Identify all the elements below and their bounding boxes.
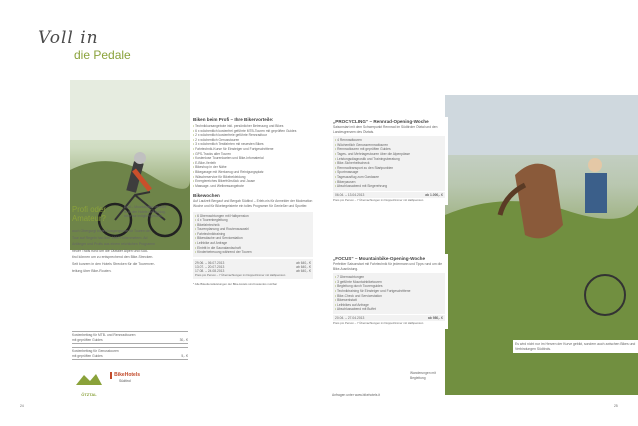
list-item: • Energiereiches Bikerfrühstück und Jause — [193, 179, 313, 184]
intro-heading-line2: Amateur? — [72, 214, 106, 223]
date: 13.07. – 20.07.2013 — [195, 264, 225, 269]
procycling-list — [333, 136, 445, 191]
price-value: 30,- € — [179, 337, 188, 342]
price: ab 980,- € — [427, 315, 443, 320]
intro-body-line: teilung über Bike-Routen. — [72, 268, 112, 273]
section-title: „FOCUS“ – Mountainbike-Opening-Woche — [333, 256, 426, 261]
bikewochen-list — [193, 212, 313, 257]
middle-column — [193, 117, 313, 287]
list-item: • 2 x wöchentlich kostenfreie geführte Rennradtour — [193, 133, 313, 138]
list-item: • Leihbikes auf Anfrage — [335, 303, 443, 308]
date: 06.04. – 13.04.2013 — [335, 192, 365, 197]
price-label: Kostenbeitrag für Genusstouren — [72, 349, 119, 353]
list-item: • 3 x wöchentlich Testfahrten mit neuesten Bikes — [193, 142, 313, 147]
mountain-logo-icon — [74, 371, 104, 393]
bottom-note: Anfragen unter www.bikehotels.it — [332, 393, 381, 397]
list-item: • Bikegarage mit Werkzeug und Reinigungsplatz — [193, 170, 313, 175]
price: ab 640,- € — [296, 268, 311, 273]
list-item: • Bikewäsche und Servicestation — [195, 236, 311, 241]
intro-body-line: Anfänger und Profis aus einem reichlichen Programm — [72, 242, 156, 247]
list-item: • Bikerpausen — [335, 180, 443, 185]
list-item: • 2 x wöchentlich Genusstouren — [193, 138, 313, 143]
list-item: • Wäscheservice für Bikebekleidung — [193, 175, 313, 180]
price-value: 5,- € — [181, 353, 188, 358]
list-item: • Rennradtouren mit geprüften Guides — [335, 147, 443, 152]
list-item: • Massage- und Wellnessangebote — [193, 184, 313, 189]
page-title-script: Voll in — [38, 28, 99, 48]
logo-word: Bike — [114, 372, 125, 378]
list-item: • Tourenplanung und Routenauswahl — [195, 227, 311, 232]
focus-panel — [330, 254, 448, 329]
list-item: • 4 Rennradtouren — [335, 138, 443, 143]
list-item: • 6 Übernachtungen mit Halbpension — [195, 214, 311, 219]
price: ab 640,- € — [296, 264, 311, 269]
cyclist-illustration — [70, 80, 190, 250]
bikehotels-logo — [110, 372, 140, 383]
section-title: Biken beim Profi – Ihre Bikervorteile: — [193, 117, 274, 122]
list-item: • Tagesausflug zum Gardasee — [335, 175, 443, 180]
list-item: • Abschlussabend mit Siegerehrung — [335, 184, 443, 189]
intro-heading-line1: Profi oder — [72, 205, 106, 214]
list-item: • Kinderbetreuung während der Touren — [195, 250, 311, 255]
list-item: • Leistungsdiagnostik und Trainingsberatung — [335, 157, 443, 162]
right-caption: Es wird nicht nur im Herzen der Kurve gebikt, sondern auch zwischen Bikes und Verbindungen Südtirols. — [515, 342, 636, 351]
price-note: Preis pro Person – 7 Übernachtungen im Doppelzimmer mit Halbpension — [333, 320, 424, 325]
footnote: * Alle Bikedienstleistungen der Bike-Hotels sind kostenlos nutzbar — [193, 282, 278, 287]
section-title: „PROCYCLING“ – Rennrad-Opening-Woche — [333, 119, 429, 124]
list-item: • Bikefahrtechnik — [195, 223, 311, 228]
dates-table — [193, 259, 313, 280]
list-item: • 4 x Tourenbegleitung — [195, 218, 311, 223]
photo-caption: Wanderungen mit Begleitung — [410, 371, 436, 380]
list-item: • Bike-Sicherheitscheck — [335, 161, 443, 166]
list-item: • 6 x wöchentlich kostenfrei geführte MTB-Touren mit geprüften Guides — [193, 129, 313, 134]
procycling-panel — [330, 117, 448, 205]
list-item: • Eintritt in die Saunalandschaft — [195, 246, 311, 251]
list-item: • 3 geführte Mountainbiketouren — [335, 280, 443, 285]
list-item: • Techniktraining für Einsteiger und Fortgeschrittene — [335, 289, 443, 294]
section-text: Perfekter Saisonstart mit Fahrtechnik für jedermann und Tipps rund um die Bike-Ausrüstung. — [333, 262, 443, 271]
benefits-list — [193, 124, 313, 188]
focus-list — [333, 273, 445, 314]
intro-body-line: neuer Trails rund um die Ötztaler Alpen und Süd- — [72, 248, 148, 253]
section-title: Bikewochen — [193, 193, 220, 199]
price-box-genuss — [72, 347, 188, 360]
list-item: • Bike-Check und Servicestation — [335, 294, 443, 299]
list-item: • Wöchentlich Genussrennradtouren — [335, 143, 443, 148]
list-item: • E-Bike-Verleih — [193, 161, 313, 166]
price-label: Kostenbeitrag für MTB- und Rennradtouren — [72, 333, 136, 337]
list-item: • Tages- und Mehrtagestouren über die Alpenpässe — [335, 152, 443, 157]
price-sub: mit geprüften Guides — [72, 353, 103, 358]
section-text: Saisonstart mit dem Schwerpunkt Rennrad im Südtiroler Ötztal und den Landesgrenzen des Ötztals. — [333, 125, 438, 134]
logo-region: Südtirol — [119, 379, 131, 383]
right-caption-box — [513, 340, 638, 353]
oetztal-logo — [74, 371, 104, 397]
dates-note: Preis pro Person – 7 Übernachtungen im Doppelzimmer mit Halbpension — [195, 272, 286, 277]
list-item: • Fahrtechniktraining — [195, 232, 311, 237]
intro-body-line: tirol können um zu entsprechend den Bike-Strecken. — [72, 255, 154, 260]
price: ab 640,- € — [296, 260, 311, 265]
intro-body — [72, 228, 188, 274]
list-item: • Begleitung durch Tourenguides — [335, 284, 443, 289]
date: 17.08. – 24.08.2013 — [195, 268, 225, 273]
list-item: • Technikkursangebote inkl. persönlicher Betreuung und Bikes — [193, 124, 313, 129]
list-item: • Abschlussabend mit Buffet — [335, 307, 443, 312]
intro-body-line: Tour auf Regeln hat über 1000 Höhenmetern. Ad — [72, 235, 148, 240]
intro-body-line: Seit kurzem in den Hotels Strecken für die Tourenver- — [72, 261, 156, 266]
list-item: • Sportmassage — [335, 170, 443, 175]
logo-word: Hotels — [124, 372, 140, 378]
intro-body-line: auch Obergurgl bietet Ausgangsorte für Touren der — [72, 229, 151, 233]
list-item: • Bikewerkstatt — [335, 298, 443, 303]
price-sub: mit geprüften Guides — [72, 337, 103, 342]
list-item: • Bikeshop in der Nähe — [193, 165, 313, 170]
logo-text: ÖTZTAL — [81, 392, 97, 397]
mountain-bike-photo — [70, 80, 190, 250]
page-number-left: 24 — [20, 404, 24, 408]
price: ab 1.000,- € — [425, 192, 443, 197]
intro-side-text: Egal – Mountainbike-gerecht ist in den Hotels und Schlag- stein nur lediglich gesucht. — [124, 205, 166, 219]
date: 20.04. – 27.04.2013 — [335, 315, 365, 320]
list-item: • Fahrtechnik-Kurse für Einsteiger und Fortgeschrittene — [193, 147, 313, 152]
price-box-mtb — [72, 331, 188, 344]
list-item: • Rennradtransport zu den Startpunkten — [335, 166, 443, 171]
page-subtitle: die Pedale — [74, 48, 131, 62]
page-number-right: 25 — [614, 404, 618, 408]
list-item: • Leihbike auf Anfrage — [195, 241, 311, 246]
price-note: Preis pro Person – 7 Übernachtungen im Doppelzimmer mit Halbpension — [333, 197, 424, 202]
section-text: Auf Laufzeit Bergauf und Bergab Südtirol – Erleb-nis für Anmelder der Moderation Woche und für Bikebegeisterte ein tolles Programm für Genießer und Sportler. — [193, 199, 313, 208]
list-item: • 7 Übernachtungen — [335, 275, 443, 280]
bikehotels-icon — [110, 372, 112, 379]
date: 29.06. – 06.07.2013 — [195, 260, 225, 265]
list-item: • GPS-Tracks aller Touren — [193, 152, 313, 157]
list-item: • Kostenlose Tourenkarten und Bike-Infomaterial — [193, 156, 313, 161]
